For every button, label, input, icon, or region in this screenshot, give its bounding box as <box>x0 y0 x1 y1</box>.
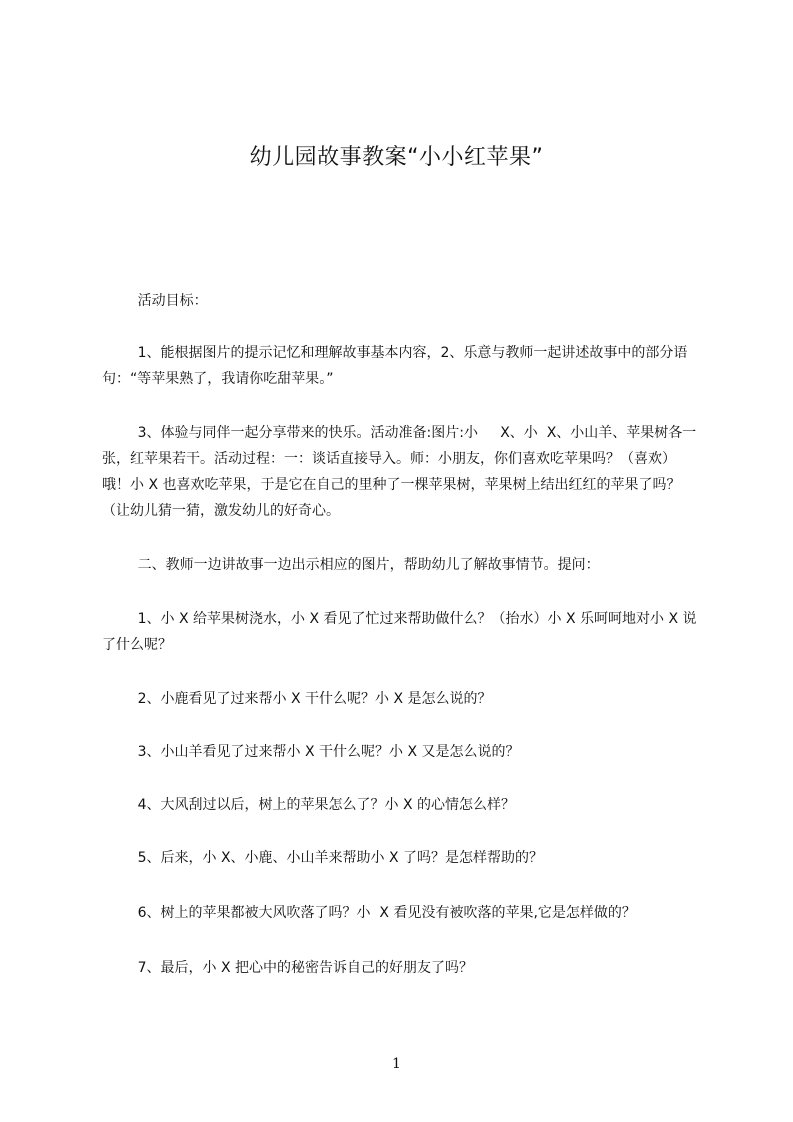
document-title: 幼儿园故事教案“小小红苹果” <box>249 145 544 170</box>
paragraph-question-1: 1、小 X 给苹果树浇水，小 X 看见了忙过来帮助做什么？（抬水）小 X 乐呵呵地对小 X 说了什么呢？ <box>102 611 697 653</box>
paragraph-goal-3-preparation: 3、体验与同伴一起分享带来的快乐。活动准备:图片:小 X、小 X、小山羊、苹果树各一张，红苹果若干。活动过程：一：谈话直接导入。师：小朋友，你们喜欢吃苹果吗？（喜欢）哦！小 X 也喜欢吃苹果，于是它在自己的里种了一棵苹果树，苹果树上结出红红的苹果了吗？（让幼儿猜一猜，激发幼儿的好奇心。 <box>102 425 697 519</box>
paragraph-question-4: 4、大风刮过以后，树上的苹果怎么了？小 X 的心情怎么样？ <box>102 797 516 813</box>
paragraph-activity-goals: 活动目标： <box>102 293 208 309</box>
page-number: 1 <box>392 1056 401 1072</box>
paragraph-question-2: 2、小鹿看见了过来帮小 X 干什么呢？小 X 是怎么说的？ <box>102 691 492 707</box>
paragraph-question-3: 3、小山羊看见了过来帮小 X 干什么呢？小 X 又是怎么说的？ <box>102 744 520 760</box>
paragraph-section-2: 二、教师一边讲故事一边出示相应的图片，帮助幼儿了解故事情节。提问： <box>102 557 600 573</box>
paragraph-question-7: 7、最后，小 X 把心中的秘密告诉自己的好朋友了吗？ <box>102 960 474 976</box>
paragraph-goal-1-2: 1、能根据图片的提示记忆和理解故事基本内容，2、乐意与教师一起讲述故事中的部分语句：“等苹果熟了，我请你吃甜苹果。” <box>102 345 688 387</box>
paragraph-question-6: 6、树上的苹果都被大风吹落了吗？小 X 看见没有被吹落的苹果,它是怎样做的？ <box>102 905 636 921</box>
paragraph-question-5: 5、后来，小 X、小鹿、小山羊来帮助小 X 了吗？是怎样帮助的？ <box>102 850 544 866</box>
